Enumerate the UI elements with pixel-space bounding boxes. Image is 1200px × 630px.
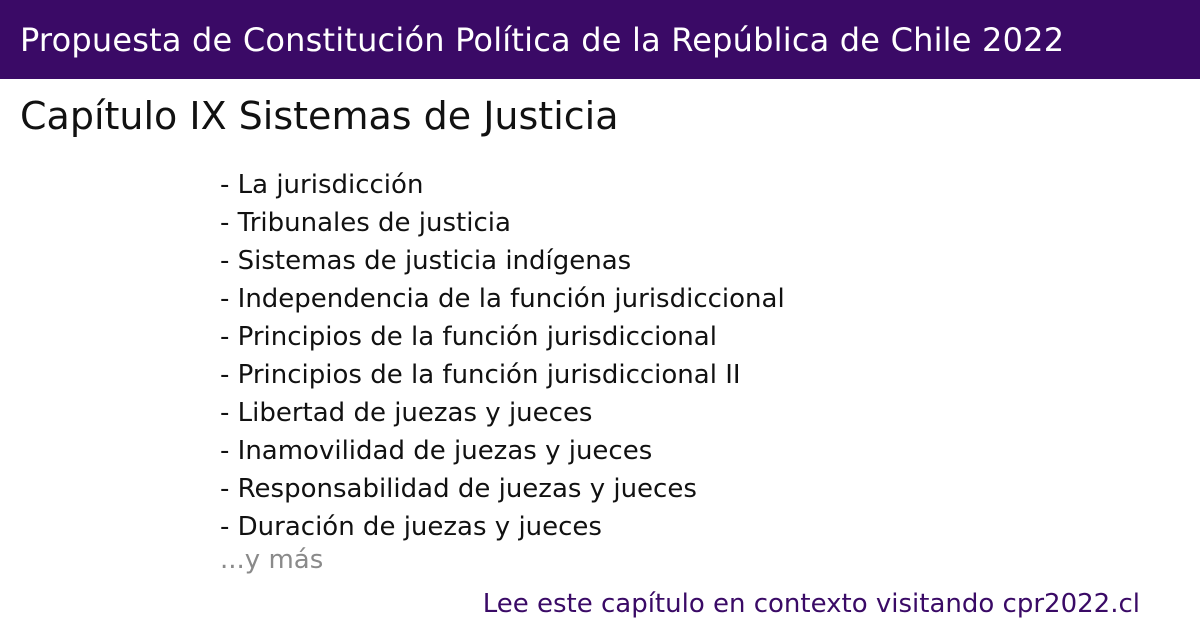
section-item: - Independencia de la función jurisdiccional xyxy=(220,284,785,314)
section-item: - Tribunales de justicia xyxy=(220,208,511,238)
more-indicator: ...y más xyxy=(220,545,324,575)
section-item: - Principios de la función jurisdiccional II xyxy=(220,360,741,390)
header-title: Propuesta de Constitución Política de la República de Chile 2022 xyxy=(20,20,1065,59)
section-item: - Duración de juezas y jueces xyxy=(220,512,602,542)
header-banner xyxy=(0,0,1200,79)
chapter-title: Capítulo IX Sistemas de Justicia xyxy=(20,94,619,138)
visit-site-link[interactable]: Lee este capítulo en contexto visitando cpr2022.cl xyxy=(482,589,1140,619)
section-item: - Libertad de juezas y jueces xyxy=(220,398,593,428)
section-item: - La jurisdicción xyxy=(220,170,424,200)
section-item: - Responsabilidad de juezas y jueces xyxy=(220,474,697,504)
section-list xyxy=(220,166,785,546)
section-item: - Inamovilidad de juezas y jueces xyxy=(220,436,653,466)
section-item: - Principios de la función jurisdiccional xyxy=(220,322,717,352)
section-item: - Sistemas de justicia indígenas xyxy=(220,246,632,276)
